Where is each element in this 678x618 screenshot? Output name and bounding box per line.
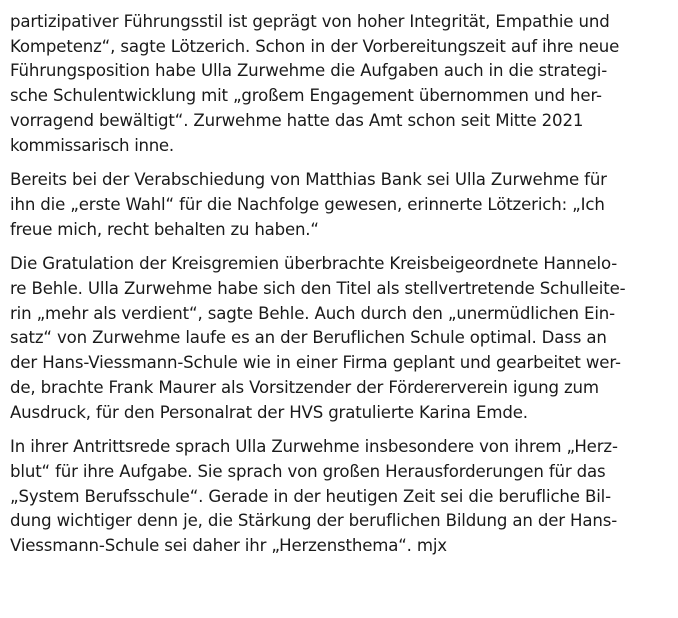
text-line: Viessmann-Schule sei daher ihr „Herzensthema“. mjx	[10, 536, 447, 556]
text-line: rin „mehr als verdient“, sagte Behle. Auch durch den „unermüdlichen Ein-	[10, 303, 615, 323]
text-line: Kompetenz“, sagte Lötzerich. Schon in der Vorbereitungszeit auf ihre neue	[10, 36, 620, 56]
text-line: ihn die „erste Wahl“ für die Nachfolge gewesen, erinnerte Lötzerich: „Ich	[10, 194, 605, 214]
text-line: Die Gratulation der Kreisgremien überbrachte Kreisbeigeordnete Hannelo-	[10, 254, 618, 274]
text-line: Bereits bei der Verabschiedung von Matthias Bank sei Ulla Zurwehme für	[10, 170, 607, 190]
text-line: In ihrer Antrittsrede sprach Ulla Zurwehme insbesondere von ihrem „Herz-	[10, 437, 618, 457]
paragraph-4	[10, 435, 672, 559]
text-line: dung wichtiger denn je, die Stärkung der beruflichen Bildung an der Hans-	[10, 511, 618, 531]
text-line: freue mich, recht behalten zu haben.“	[10, 219, 319, 239]
text-line: vorragend bewältigt“. Zurwehme hatte das Amt schon seit Mitte 2021	[10, 110, 584, 130]
text-line: „System Berufsschule“. Gerade in der heutigen Zeit sei die berufliche Bil-	[10, 486, 611, 506]
text-line: kommissarisch inne.	[10, 135, 174, 155]
text-line: Ausdruck, für den Personalrat der HVS gratulierte Karina Emde.	[10, 402, 528, 422]
text-line: re Behle. Ulla Zurwehme habe sich den Titel als stellvertretende Schulleite-	[10, 279, 626, 299]
text-line: sche Schulentwicklung mit „großem Engagement übernommen und her-	[10, 86, 602, 106]
text-line: Führungsposition habe Ulla Zurwehme die Aufgaben auch in die strategi-	[10, 61, 608, 81]
paragraph-2	[10, 168, 672, 242]
text-line: partizipativer Führungsstil ist geprägt von hoher Integrität, Empathie und	[10, 12, 610, 31]
paragraph-1	[10, 10, 672, 158]
text-line: satz“ von Zurwehme laufe es an der Beruflichen Schule optimal. Dass an	[10, 328, 607, 348]
article-body	[10, 10, 672, 569]
text-line: de, brachte Frank Maurer als Vorsitzender der Fördererverein igung zum	[10, 377, 599, 397]
text-line: blut“ für ihre Aufgabe. Sie sprach von großen Herausforderungen für das	[10, 461, 606, 481]
paragraph-3	[10, 252, 672, 425]
text-line: der Hans-Viessmann-Schule wie in einer Firma geplant und gearbeitet wer-	[10, 353, 621, 373]
